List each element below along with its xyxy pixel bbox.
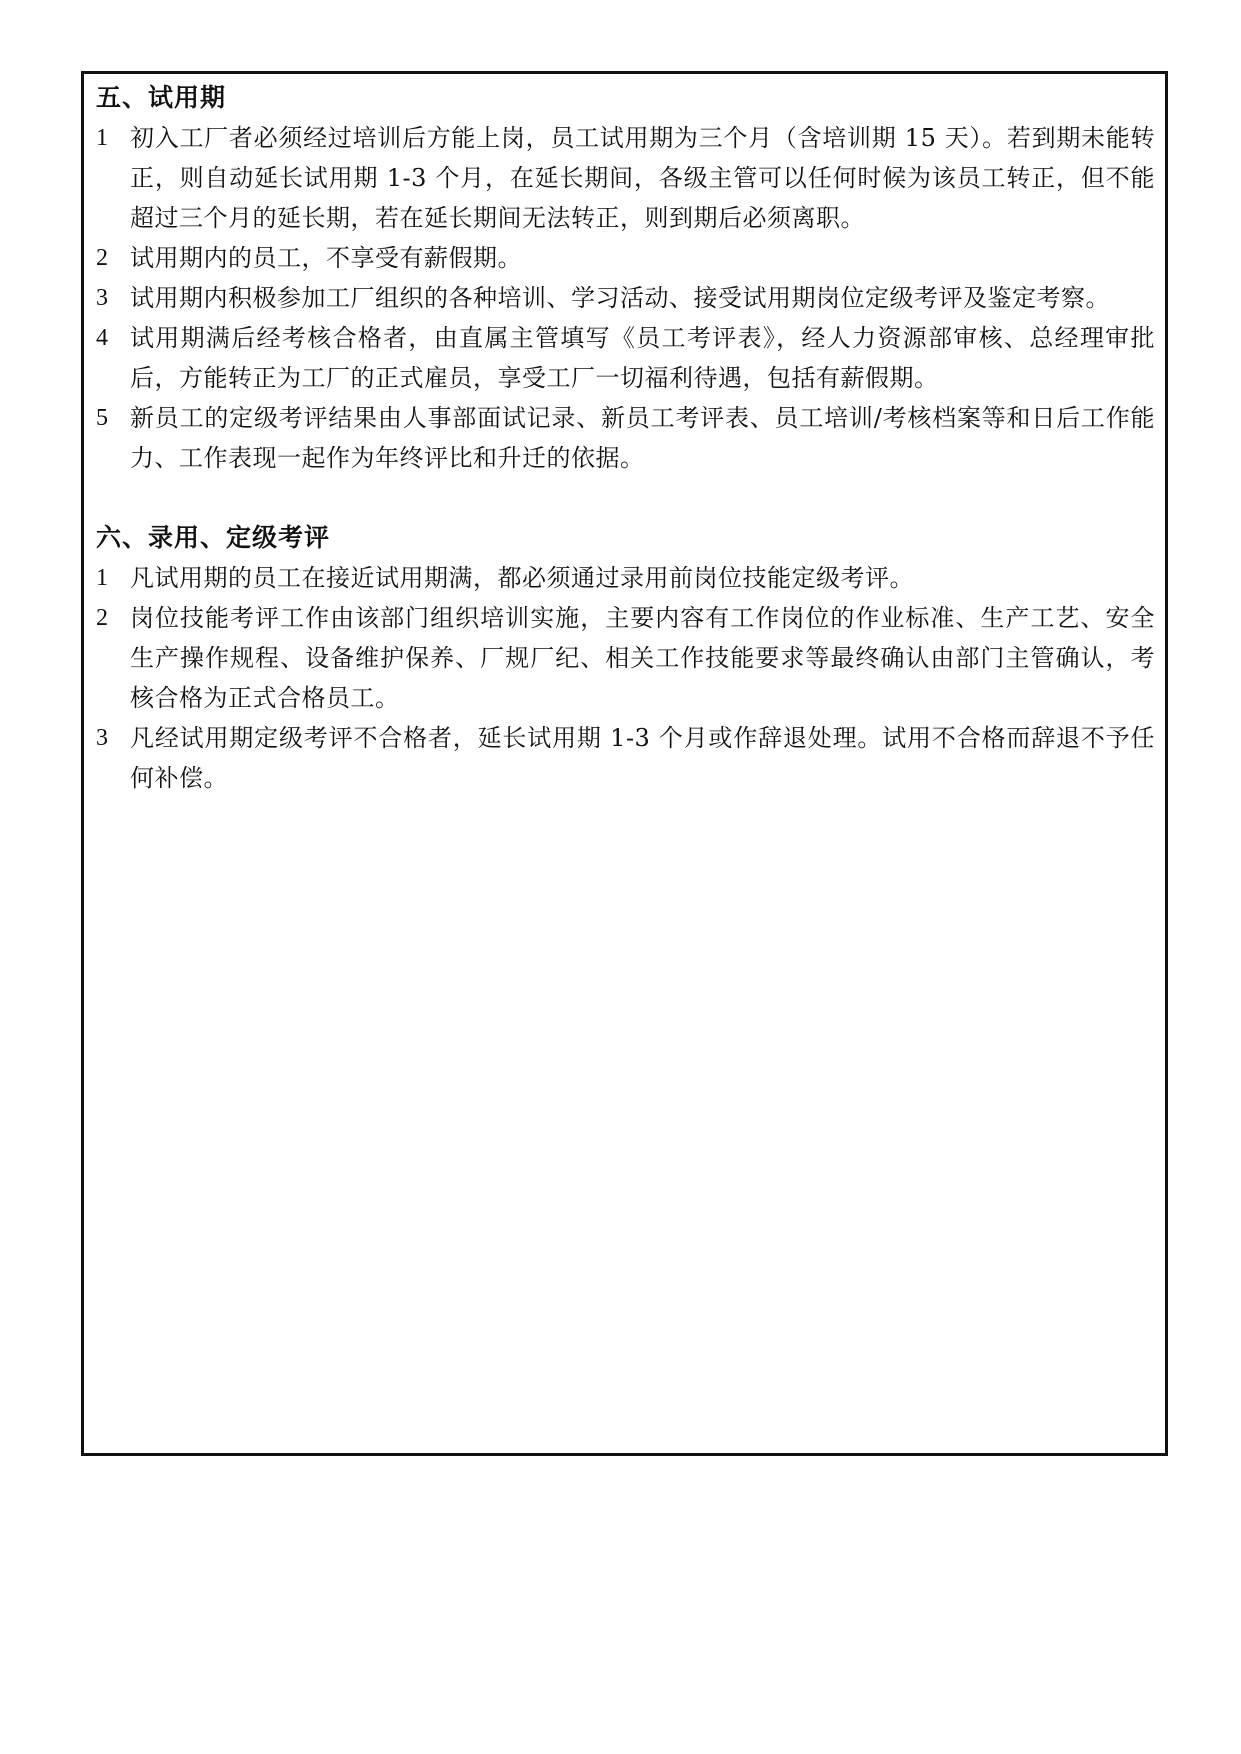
list-item <box>96 278 1155 318</box>
item-text: 试用期内的员工，不享受有薪假期。 <box>130 244 522 272</box>
list-item <box>96 318 1155 398</box>
item-text: 新员工的定级考评结果由人事部面试记录、新员工考评表、员工培训/考核档案等和日后工作能力、工作表现一起作为年终评比和升迁的依据。 <box>130 404 1155 472</box>
list-item <box>96 398 1155 478</box>
item-text: 初入工厂者必须经过培训后方能上岗，员工试用期为三个月（含培训期 15 天）。若到期未能转正，则自动延长试用期 1-3 个月，在延长期间，各级主管可以任何时候为该员工转正，但不能超过三个月的延长期，若在延长期间无法转正，则到期后必须离职。 <box>130 124 1155 232</box>
item-number: 2 <box>96 245 108 271</box>
section-title: 五、试用期 <box>96 83 227 112</box>
section-hiring-evaluation <box>96 518 1155 798</box>
item-text: 凡经试用期定级考评不合格者，延长试用期 1-3 个月或作辞退处理。试用不合格而辞退不予任何补偿。 <box>130 724 1155 792</box>
item-number: 3 <box>96 725 108 751</box>
list-item <box>96 118 1155 238</box>
item-text: 凡试用期的员工在接近试用期满，都必须通过录用前岗位技能定级考评。 <box>130 564 914 592</box>
list-item <box>96 718 1155 798</box>
item-number: 1 <box>96 125 108 151</box>
item-text: 试用期内积极参加工厂组织的各种培训、学习活动、接受试用期岗位定级考评及鉴定考察。 <box>130 284 1110 312</box>
item-text: 试用期满后经考核合格者，由直属主管填写《员工考评表》，经人力资源部审核、总经理审批后，方能转正为工厂的正式雇员，享受工厂一切福利待遇，包括有薪假期。 <box>130 324 1155 392</box>
item-number: 1 <box>96 565 108 591</box>
item-number: 3 <box>96 285 108 311</box>
item-number: 4 <box>96 325 108 351</box>
item-number: 5 <box>96 405 108 431</box>
section-probation <box>96 78 1155 478</box>
section-title: 六、录用、定级考评 <box>96 523 331 552</box>
list-item <box>96 598 1155 718</box>
item-text: 岗位技能考评工作由该部门组织培训实施，主要内容有工作岗位的作业标准、生产工艺、安全生产操作规程、设备维护保养、厂规厂纪、相关工作技能要求等最终确认由部门主管确认，考核合格为正式合格员工。 <box>130 604 1155 712</box>
list-item <box>96 238 1155 278</box>
document-frame <box>81 71 1168 1456</box>
section-spacer <box>96 478 1155 518</box>
document-content <box>96 78 1155 798</box>
list-item <box>96 558 1155 598</box>
item-number: 2 <box>96 605 108 631</box>
